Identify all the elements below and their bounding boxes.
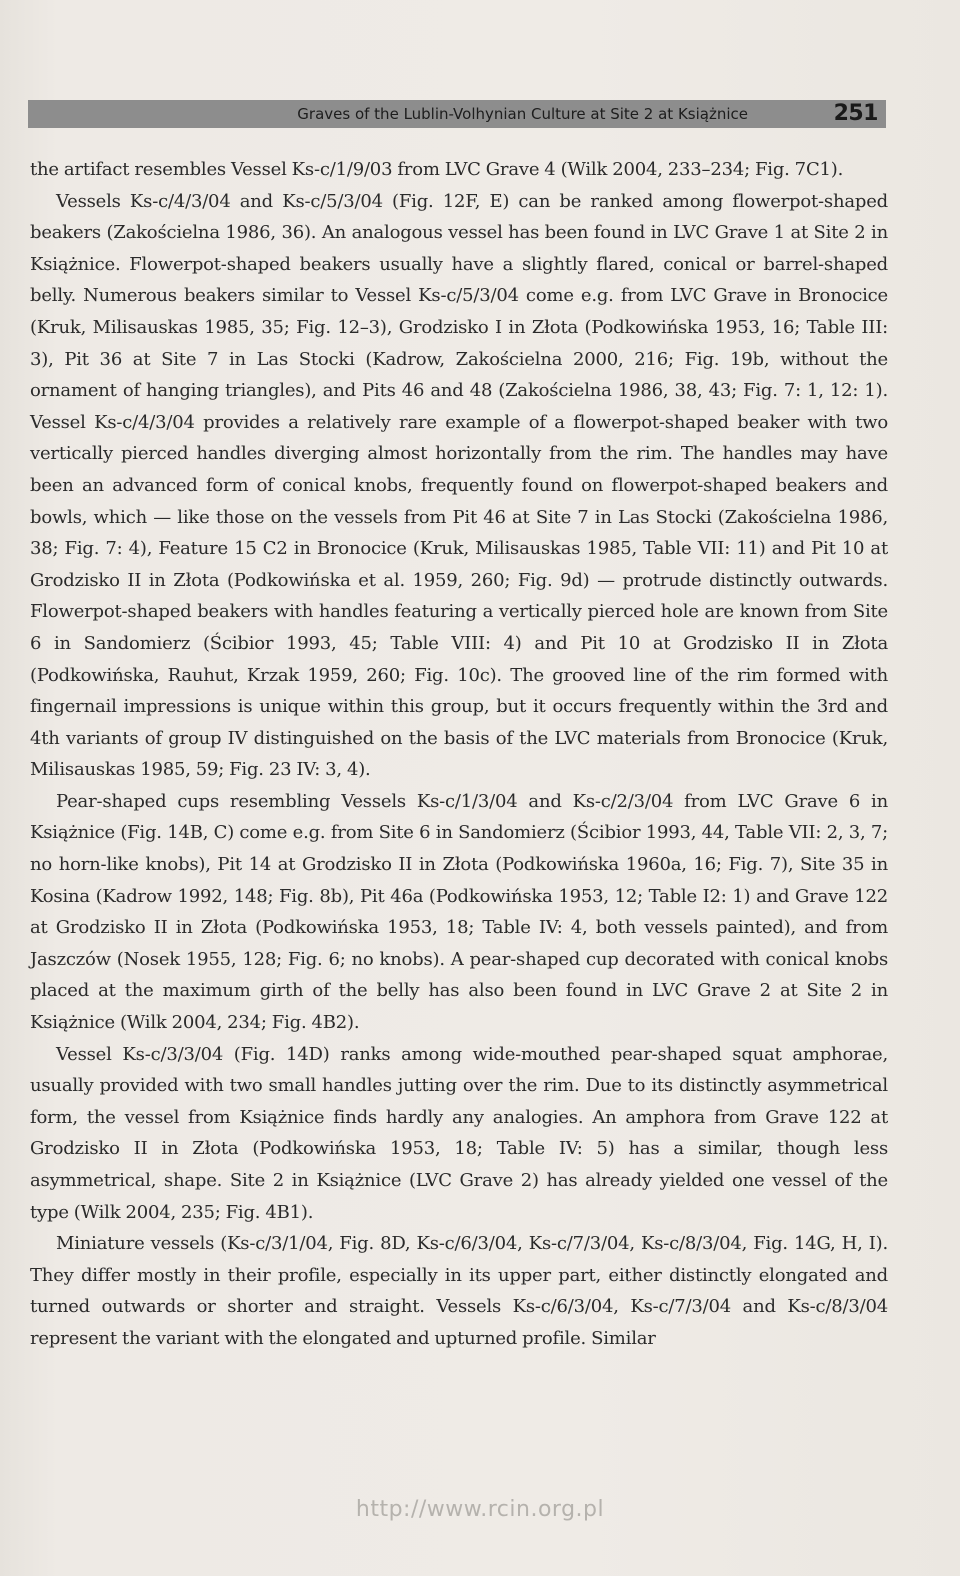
paragraph-miniature-vessels: Miniature vessels (Ks-c/3/1/04, Fig. 8D, Ks-c/6/3/04, Ks-c/7/3/04, Ks-c/8/3/04, Fig. 14G, H, I). They differ mostly in their profile, especially in its upper part, either distinctly elongated and turned outwards or shorter and straight. Vessels Ks-c/6/3/04, Ks-c/7/3/04 and Ks-c/8/3/04 represent the variant with the elongated and upturned profile. Similar	[30, 1233, 888, 1349]
paragraph-pear-shaped-cups: Pear-shaped cups resembling Vessels Ks-c/1/3/04 and Ks-c/2/3/04 from LVC Grave 6 in Książnice (Fig. 14B, C) come e.g. from Site 6 in Sandomierz (Ścibior 1993, 44, Table VII: 2, 3, 7; no horn-like knobs), Pit 14 at Grodzisko II in Złota (Podkowińska 1960a, 16; Fig. 7), Site 35 in Kosina (Kadrow 1992, 148; Fig. 8b), Pit 46a (Podkowińska 1953, 12; Table I2: 1) and Grave 122 at Grodzisko II in Złota (Podkowińska 1953, 18; Table IV: 4, both vessels painted), and from Jaszczów (Nosek 1955, 128; Fig. 6; no knobs). A pear-shaped cup decorated with conical knobs placed at the maximum girth of the belly has also been found in LVC Grave 2 at Site 2 in Książnice (Wilk 2004, 234; Fig. 4B2).	[30, 790, 888, 1034]
paragraph-amphora: Vessel Ks-c/3/3/04 (Fig. 14D) ranks among wide-mouthed pear-shaped squat amphorae, usually provided with two small handles jutting over the rim. Due to its distinctly asymmetrical form, the vessel from Książnice finds hardly any analogies. An amphora from Grave 122 at Grodzisko II in Złota (Podkowińska 1953, 18; Table IV: 5) has a similar, though less asymmetrical, shape. Site 2 in Książnice (LVC Grave 2) has already yielded one vessel of the type (Wilk 2004, 235; Fig. 4B1).	[30, 1043, 888, 1223]
running-header	[28, 100, 886, 128]
body-text	[30, 154, 888, 1355]
paragraph-flowerpot-beakers: Vessels Ks-c/4/3/04 and Ks-c/5/3/04 (Fig. 12F, E) can be ranked among flowerpot-shaped beakers (Zakościelna 1986, 36). An analogous vessel has been found in LVC Grave 1 at Site 2 in Książnice. Flowerpot-shaped beakers usually have a slightly flared, conical or barrel-shaped belly. Numerous beakers similar to Vessel Ks-c/5/3/04 come e.g. from LVC Grave in Bronocice (Kruk, Milisauskas 1985, 35; Fig. 12–3), Grodzisko I in Złota (Podkowińska 1953, 16; Table III: 3), Pit 36 at Site 7 in Las Stocki (Kadrow, Zakościelna 2000, 216; Fig. 19b, without the ornament of hanging triangles), and Pits 46 and 48 (Zakościelna 1986, 38, 43; Fig. 7: 1, 12: 1). Vessel Ks-c/4/3/04 provides a relatively rare example of a flowerpot-shaped beaker with two vertically pierced handles diverging almost horizontally from the rim. The handles may have been an advanced form of conical knobs, frequently found on flowerpot-shaped beakers and bowls, which — like those on the vessels from Pit 46 at Site 7 in Las Stocki (Zakościelna 1986, 38; Fig. 7: 4), Feature 15 C2 in Bronocice (Kruk, Milisauskas 1985, Table VII: 11) and Pit 10 at Grodzisko II in Złota (Podkowińska et al. 1959, 260; Fig. 9d) — protrude distinctly outwards. Flowerpot-shaped beakers with handles featuring a vertically pierced hole are known from Site 6 in Sandomierz (Ścibior 1993, 45; Table VIII: 4) and Pit 10 at Grodzisko II in Złota (Podkowińska, Rauhut, Krzak 1959, 260; Fig. 10c). The grooved line of the rim formed with fingernail impressions is unique within this group, but it occurs frequently within the 3rd and 4th variants of group IV distinguished on the basis of the LVC materials from Bronocice (Kruk, Milisauskas 1985, 59; Fig. 23 IV: 3, 4).	[30, 190, 888, 781]
running-header-title: Graves of the Lublin-Volhynian Culture at Site 2 at Książnice	[297, 105, 748, 123]
footer-url: http://www.rcin.org.pl	[355, 1497, 605, 1522]
paragraph-continuation: the artifact resembles Vessel Ks-c/1/9/03 from LVC Grave 4 (Wilk 2004, 233–234; Fig. 7C1).	[30, 159, 844, 180]
page-number: 251	[833, 101, 878, 126]
